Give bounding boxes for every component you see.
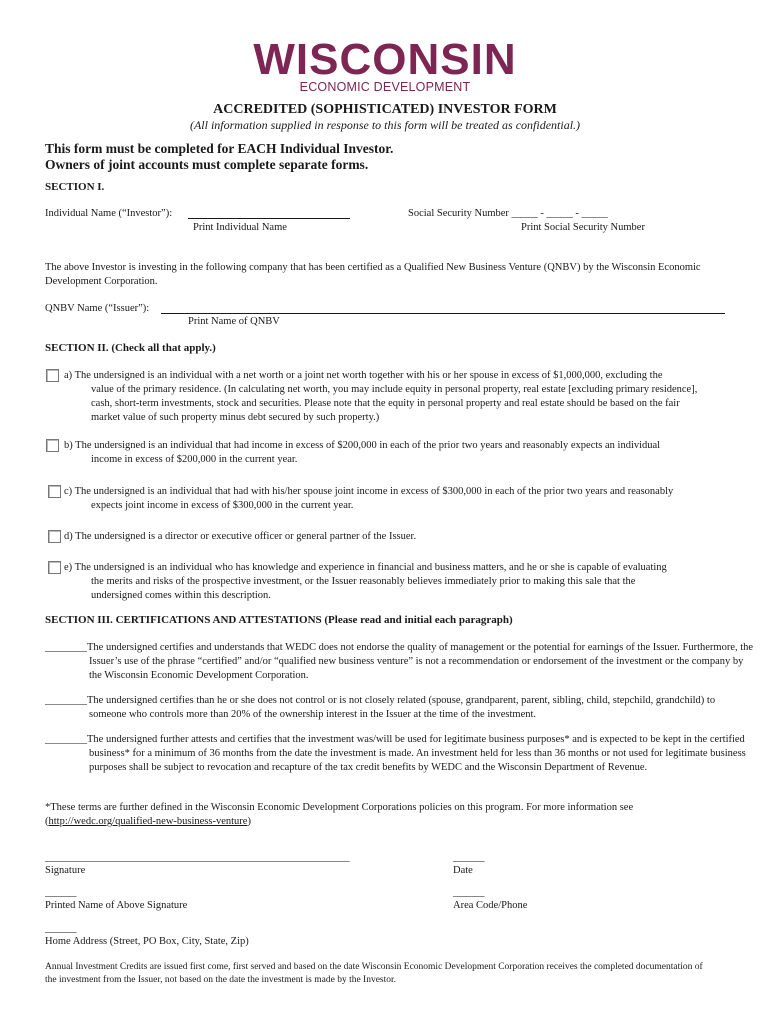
investing-text: The above Investor is investing in the following company that has been certified as a Qualified New Business Venture (QNBV) by the Wisconsin Economic Development Corporation. xyxy=(45,262,701,287)
certification-1[interactable]: ________The undersigned certifies and understands that WEDC does not endorse the quality of management or the potential for earnings of the Issuer. Furthermore, the Issuer’s use of the phrase “certified” and/or “qualified new business venture” is not a recommendation or endorsement of the investment or the company by the Wisconsin Economic Development Corporation. xyxy=(45,642,754,681)
footnote-text: *These terms are further defined in the Wisconsin Economic Development Corporations policies on this program. For more information see xyxy=(45,802,634,813)
item-c-label: c) The undersigned is an individual that had with his/her spouse joint income in excess of $300,000 in each of the prior two years and reasonably xyxy=(64,486,674,497)
phone-label: Area Code/Phone xyxy=(453,900,528,911)
checkbox-d[interactable] xyxy=(48,530,61,543)
footnote: *These terms are further defined in the Wisconsin Economic Development Corporations policies on this program. For more information see (http://wedc.org/qualified-new-business-venture) xyxy=(45,802,634,827)
item-b-continuation: income in excess of $200,000 in the current year. xyxy=(91,454,298,465)
checkbox-c[interactable] xyxy=(48,485,61,498)
home-address-line[interactable]: ______ xyxy=(45,923,77,934)
notice-line-1: This form must be completed for EACH Individual Investor. xyxy=(45,141,394,156)
item-b-label: b) The undersigned is an individual that had income in excess of $200,000 in each of the prior two years and reasonably expects an individual xyxy=(64,440,661,451)
individual-name-input[interactable] xyxy=(188,218,350,219)
item-e-continuation: the merits and risks of the prospective investment, or the Issuer reasonably believes immediately prior to making this sale that the undersigned comes within this description. xyxy=(91,576,636,601)
item-c-continuation: expects joint income in excess of $300,000 in the current year. xyxy=(91,500,354,511)
notice-line-2: Owners of joint accounts must complete separate forms. xyxy=(45,157,369,172)
ssn-caption: Print Social Security Number xyxy=(521,222,645,233)
footer-note: Annual Investment Credits are issued first come, first served and based on the date Wisconsin Economic Development Corporation receives the completed documentation of the investment from the Issuer, not based on the date the investment is made by the Investor. xyxy=(45,962,703,985)
qnbv-name-caption: Print Name of QNBV xyxy=(188,316,280,327)
checkbox-a[interactable] xyxy=(46,369,59,382)
item-a-label: a) The undersigned is an individual with a net worth or a joint net worth together with his or her spouse in excess of $1,000,000, excluding the xyxy=(64,370,663,381)
item-e-label: e) The undersigned is an individual who has knowledge and experience in financial and business matters, and he or she is capable of evaluating xyxy=(64,562,667,573)
form-title: ACCREDITED (SOPHISTICATED) INVESTOR FORM xyxy=(213,102,557,117)
section-1-heading: SECTION I. xyxy=(45,181,105,193)
section-2-heading: SECTION II. (Check all that apply.) xyxy=(45,342,216,354)
ssn-label[interactable]: Social Security Number _____ - _____ - _____ xyxy=(408,208,608,219)
certification-2[interactable]: ________The undersigned certifies than he or she does not control or is not closely related (spouse, grandparent, parent, sibling, child, stepchild, grandchild) to someone who controls more than 20% of the ownership interest in the Issuer at the time of the investment. xyxy=(45,695,716,720)
qnbv-policy-link[interactable]: http://wedc.org/qualified-new-business-venture xyxy=(48,816,248,827)
date-label: Date xyxy=(453,865,473,876)
form-subtitle: (All information supplied in response to this form will be treated as confidential.) xyxy=(189,118,581,132)
printed-name-line[interactable]: ______ xyxy=(45,887,77,898)
home-address-label: Home Address (Street, PO Box, City, State, Zip) xyxy=(45,936,249,947)
certification-3[interactable]: ________The undersigned further attests and certifies that the investment was/will be used for legitimate business purposes* and is expected to be kept in the certified business* for a minimum of 36 months from the date the investment is made. An investment held for less than 36 months or not used for legitimate business purposes shall be subject to revocation and recapture of the tax credit benefits by WEDC and the Wisconsin Department of Revenue. xyxy=(45,734,746,773)
qnbv-name-label: QNBV Name (“Issuer”): xyxy=(45,303,150,314)
printed-name-label: Printed Name of Above Signature xyxy=(45,900,188,911)
qnbv-name-input[interactable] xyxy=(161,313,725,314)
phone-line[interactable]: ______ xyxy=(453,887,485,898)
date-line[interactable]: ______ xyxy=(453,852,485,863)
checkbox-e[interactable] xyxy=(48,561,61,574)
wisconsin-logo-subtitle: ECONOMIC DEVELOPMENT xyxy=(299,80,471,94)
signature-line[interactable]: __________________________________________________________ xyxy=(45,852,350,863)
checkbox-b[interactable] xyxy=(46,439,59,452)
item-a-continuation: value of the primary residence. (In calculating net worth, you may include equity in personal property, real estate [excluding primary residence], cash, short-term investments, stock and securities. Please note that the equity in personal property and real estate should be based on the fair market value of such property minus debt secured by such property.) xyxy=(91,384,698,423)
individual-name-label: Individual Name (“Investor”): xyxy=(45,208,173,219)
wisconsin-logo-wordmark: WISCONSIN xyxy=(253,35,517,84)
section-3-heading: SECTION III. CERTIFICATIONS AND ATTESTATIONS (Please read and initial each paragraph) xyxy=(45,614,513,626)
signature-label: Signature xyxy=(45,865,86,876)
individual-name-caption: Print Individual Name xyxy=(193,222,287,233)
item-d-label: d) The undersigned is a director or executive officer or general partner of the Issuer. xyxy=(64,531,417,542)
